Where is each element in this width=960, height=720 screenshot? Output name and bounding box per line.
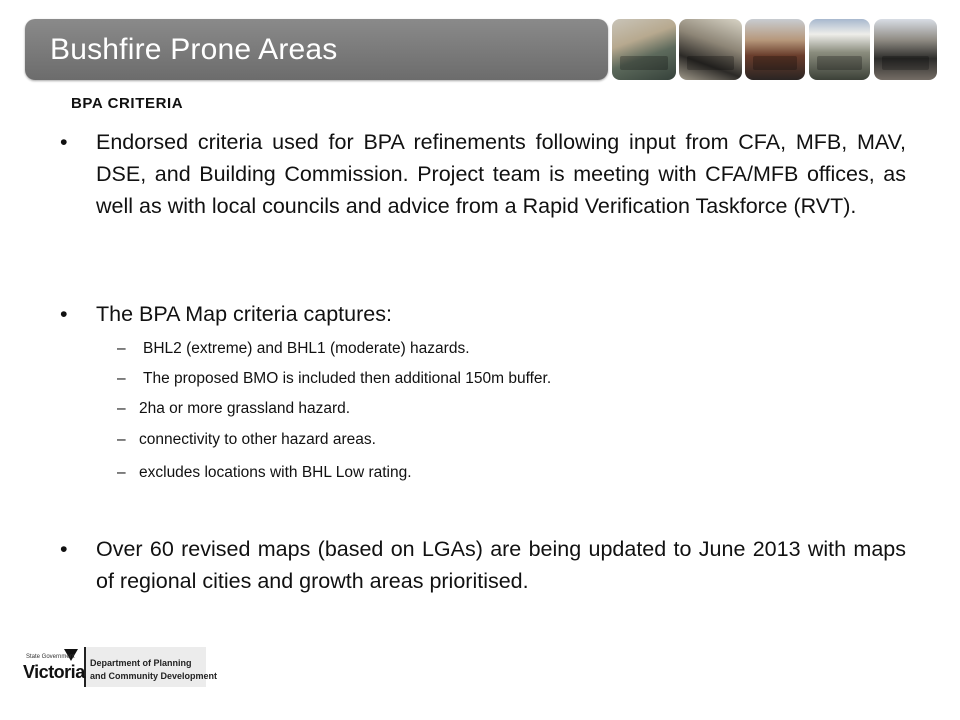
- photo-detail: [753, 56, 797, 70]
- sub-bullet-marker: –: [117, 431, 126, 448]
- bullet-marker: •: [60, 130, 68, 154]
- photo-detail: [817, 56, 862, 70]
- bullet-item: [60, 126, 906, 222]
- victoria-logo-mark: [20, 647, 86, 687]
- sub-bullet-item: [117, 399, 877, 419]
- header-photo-4: [809, 19, 870, 80]
- sub-bullet-marker: –: [117, 464, 126, 481]
- photo-detail: [620, 56, 668, 70]
- bullet-item: [60, 533, 906, 597]
- section-heading: BPA CRITERIA: [71, 95, 184, 112]
- victoria-government-logo: [20, 647, 218, 687]
- bullet-marker: •: [60, 302, 68, 326]
- header-photo-2: [679, 19, 742, 80]
- header-photo-5: [874, 19, 937, 80]
- department-name-line-2: and Community Development: [90, 671, 218, 681]
- bullet-text: The BPA Map criteria captures:: [96, 302, 392, 326]
- sub-bullet-item: [117, 463, 877, 483]
- logo-name-label: Victoria: [23, 662, 85, 682]
- slide-title: Bushfire Prone Areas: [50, 33, 338, 66]
- sub-bullet-text: The proposed BMO is included then additional 150m buffer.: [143, 370, 552, 387]
- photo-detail: [687, 56, 734, 70]
- sub-bullet-text: connectivity to other hazard areas.: [139, 431, 376, 448]
- logo-state-label: State Government: [26, 654, 75, 660]
- sub-bullet-item: [117, 430, 877, 450]
- photo-detail: [882, 56, 929, 70]
- bullet-text: Over 60 revised maps (based on LGAs) are being updated to June 2013 with maps of regional cities and growth areas prioritised.: [96, 537, 906, 593]
- sub-bullet-text: 2ha or more grassland hazard.: [139, 400, 351, 417]
- sub-bullet-text: BHL2 (extreme) and BHL1 (moderate) hazards.: [143, 340, 470, 357]
- bullet-marker: •: [60, 537, 68, 561]
- bullet-item: [60, 298, 906, 330]
- title-bar: [25, 19, 608, 80]
- sub-bullet-marker: –: [117, 340, 126, 357]
- sub-bullet-marker: –: [117, 370, 126, 387]
- sub-bullet-item: [117, 369, 877, 389]
- sub-bullet-text: excludes locations with BHL Low rating.: [139, 464, 412, 481]
- bullet-text: Endorsed criteria used for BPA refinements following input from CFA, MFB, MAV, DSE, and Building Commission. Project team is meeting with CFA/MFB offices, as well as with local councils and advice from a Rapid Verification Taskforce (RVT).: [96, 130, 906, 218]
- sub-bullet-item: [117, 339, 877, 359]
- sub-bullet-marker: –: [117, 400, 126, 417]
- department-name-line-1: Department of Planning: [90, 658, 192, 668]
- header-photo-3: [745, 19, 805, 80]
- header-photo-1: [612, 19, 676, 80]
